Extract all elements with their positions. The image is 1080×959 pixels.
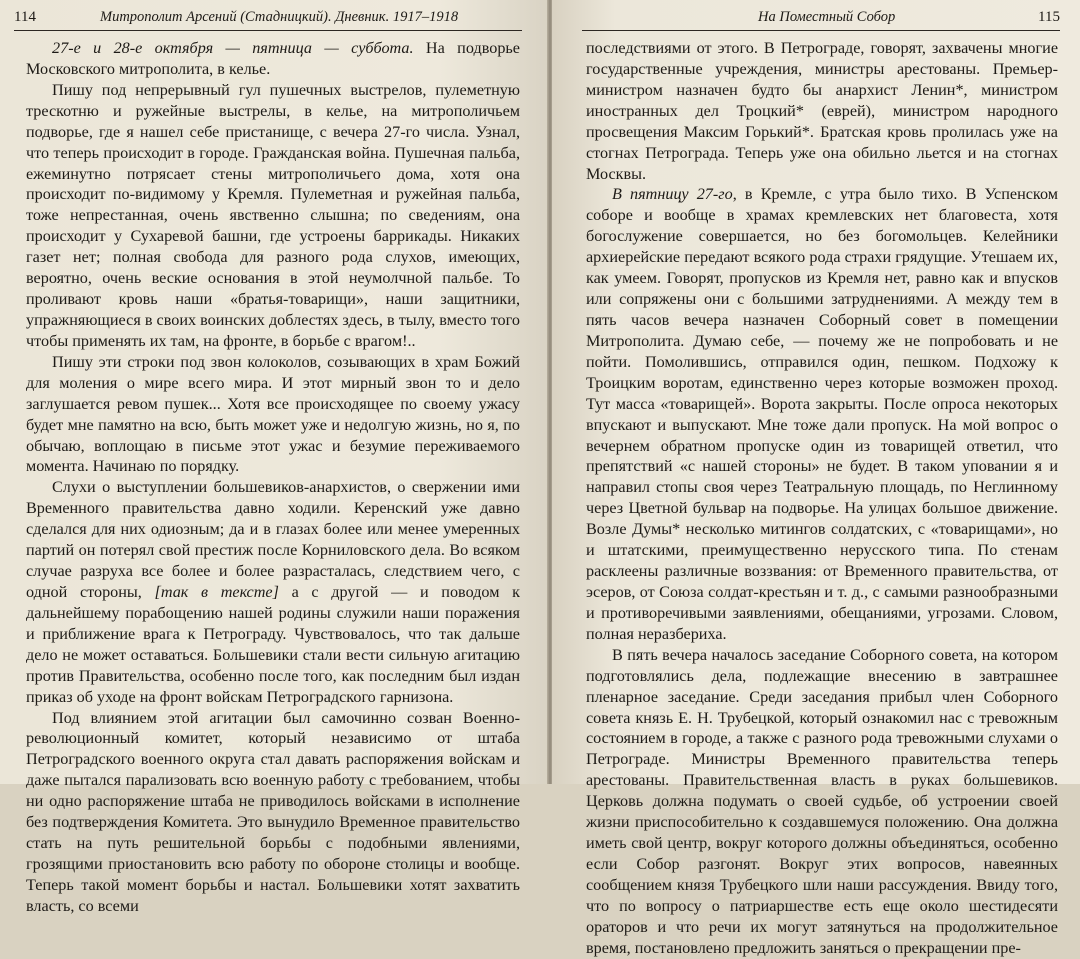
- entry-date: 27-е и 28-е октября — пятница — суббота.: [52, 39, 414, 57]
- paragraph: Под влиянием этой агитации был самочинно созван Военно-революционный комитет, который независимо от штаба Петроградского военного округа стал давать распоряжения войскам и даже пытался парализовать всю военную работу с требованием, чтобы ни одно распоряжение штаба не приводилось войсками в исполнение без подтверждения Комитета. Это вынудило Временное правительство стать на путь решительной борьбы с подобными явлениями, грозящими приостановить всю работу по обороне столицы и вообще. Теперь такой момент борьбы и настал. Большевики хотят захватить власть, со всеми: [26, 708, 520, 915]
- right-page-number: 115: [1038, 9, 1060, 25]
- right-header-rule: [582, 30, 1060, 31]
- editorial-note: [так в тексте]: [154, 582, 279, 601]
- paragraph: Слухи о выступлении большевиков-анархистов, о свержении ими Временного правительства давно ходили. Керенский уже давно сделался для них одиозным; да и в глазах более или менее умеренных партий он потерял свой престиж после Корниловского дела. Во всяком случае разруха все более и более разрасталась, следствием чего, с одной стороны, [так в тексте] а с другой — и поводом к дальнейшему порабощению нашей родины служили наши поражения и приближение врага к Петрограду. Чувствовалось, что так дальше дело не может оставаться. Большевики стали вести сильную агитацию против Правительства, особенно после того, как последним был издан приказ об уходе на фронт войскам Петроградского гарнизона.: [26, 478, 520, 706]
- paragraph: Пишу под непрерывный гул пушечных выстрелов, пулеметную трескотню и ружейные выстрелы, в келье, на митрополичьем подворье, где я нашел себе пристанище, с вечера 27-го числа. Узнал, что теперь происходит в городе. Гражданская война. Пушечная пальба, ежеминутно потрясает стены митрополичьего дома, хотя она происходит по-видимому у Кремля. Пулеметная и ружейная пальба, тоже непрестанная, очень явственно слышна; по сведениям, она происходит у Сухаревой башни, где устроены баррикады. Никаких газет нет; полная свобода для разного рода слухов, имеющих, вероятно, очень веские основания в этой неумолчной пальбе. То проливают кровь наши «братья-товарищи», наши защитники, упражняющиеся в своих воинских доблестях здесь, в тылу, вместо того чтобы применять их там, на фронте, в борьбе с врагом!..: [26, 80, 520, 350]
- right-running-head: На Поместный Собор: [758, 9, 896, 25]
- paragraph: Пишу эти строки под звон колоколов, созывающих в храм Божий для моления о мире всего мира. И этот мирный звон то и дело заглушается ревом пушек... Хотя все происходящее по своему ужасу будет мне памятно на всю, быть может уже и недолгую жизнь, но я, по обычаю, воплощаю в письме этот ужас и безумие переживаемого момента. Начинаю по порядку.: [26, 352, 520, 476]
- right-page-header: [582, 6, 1060, 30]
- right-body-text: [586, 38, 1058, 959]
- paragraph: В пять вечера началось заседание Соборного совета, на котором подготовлялись дела, подлежащие внесению в завтрашнее пленарное заседание. Среди заседания прибыл член Соборного совета князь Е. Н. Трубецкой, который ознакомил нас с тревожным состоянием в городе, а также с разного рода тревожными слухами о Петрограде. Министры Временного правительства теперь арестованы. Правительственная власть в руках большевиков. Церковь должна подумать о своей судьбе, об устроении своей жизни приспособительно к создавшемуся положению. Она должна иметь свой центр, вокруг которого должны объединяться, особенно если Собор разгонят. Вокруг этих вопросов, навеянных сообщением князя Трубецкого шли наши рассуждения. Ввиду того, что по вопросу о патриаршестве есть еще около шестидесяти ораторов и что речи их могут затянуться на продолжительное время, постановлено предложить заняться о прекращении пре-: [586, 645, 1058, 957]
- left-page-header: [14, 6, 526, 30]
- paragraph: последствиями от этого. В Петрограде, говорят, захвачены многие государственные учреждения, министры арестованы. Премьер-министром назначен будто бы анархист Ленин*, министром иностранных дел Троцкий* (еврей), министром народного просвещения Максим Горький*. Братская кровь пролилась уже на стогнах Петрограда. Теперь уже она обильно льется и на стогнах Москвы.: [586, 39, 1058, 183]
- left-body-text: [26, 38, 520, 917]
- left-page-number: 114: [14, 9, 36, 25]
- left-header-rule: [14, 30, 522, 31]
- entry-date: В пятницу 27-го: [612, 185, 733, 204]
- paragraph: 27-е и 28-е октября — пятница — суббота. На подворье Московского митрополита, в келье.: [26, 39, 520, 78]
- right-page: [552, 0, 1080, 957]
- left-page: [0, 0, 548, 915]
- paragraph: В пятницу 27-го, в Кремле, с утра было тихо. В Успенском соборе и вообще в храмах кремлевских нет благовеста, хотя богослужение совершается, но без богомольцев. Келейники архиерейские передают всякого рода страхи грядущие. Утешаем их, как умеем. Говорят, пропусков из Кремля нет, равно как и впусков или сопряжены они с большими затруднениями. А между тем в пять часов вечера назначен Соборный совет в помещении Митрополита. Думаю себе, — почему же не попробовать и не пойти. Помолившись, отправился один, пешком. Подхожу к Троицким воротам, единственно через которые возможен проход. Тут масса «товарищей». Ворота закрыты. После опроса некоторых впускают и выпускают. Мне тоже дали пропуск. На мой вопрос о вечернем обратном пропуске один из товарищей ответил, что препятствий «с нашей стороны» не будет. В таком уповании я и направил стопы своя через Театральную площадь, по Неглинному через Цветной бульвар на подворье. На улицах большое движение. Возле Думы* несколько митингов солдатских, с «товарищами», но и штатскими, преимущественно нерусского типа. По стенам расклеены различные воззвания: от Временного правительства, от эсеров, от Союза солдат-крестьян и т. д., с самыми разнообразными и противоречивыми заявлениями, обещаниями, угрозами. Словом, полная неразбериха.: [586, 185, 1058, 643]
- left-running-head: Митрополит Арсений (Стадницкий). Дневник. 1917–1918: [100, 9, 459, 25]
